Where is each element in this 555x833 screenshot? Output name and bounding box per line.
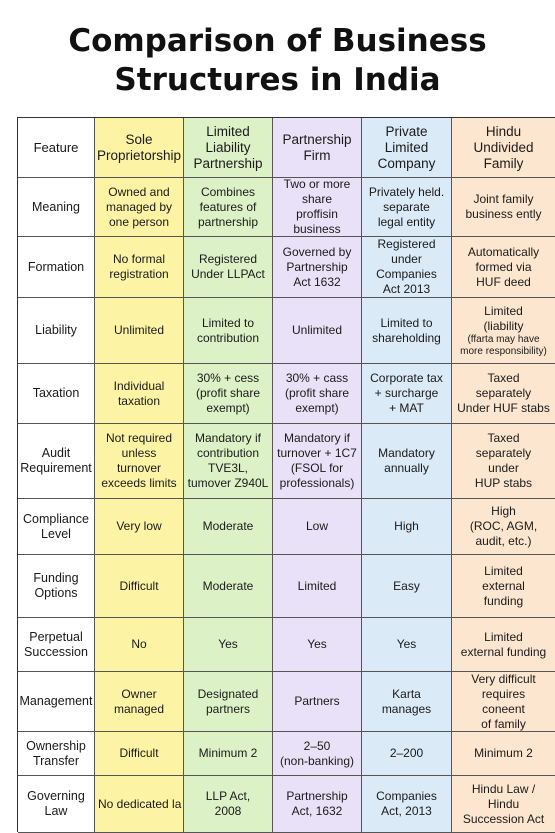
- table-cell: Privately held. separate legal entity: [362, 178, 452, 237]
- row-label-governing-law: Governing Law: [18, 776, 95, 833]
- row-label-ownership-transfer: Ownership Transfer: [18, 732, 95, 776]
- table-cell: Very difficult requires coneent of family: [452, 672, 555, 732]
- table-cell: Combines features of partnership: [184, 178, 273, 237]
- table-cell: Karta manages: [362, 672, 452, 732]
- table-cell: Individual taxation: [95, 364, 184, 424]
- table-cell: Unlimited: [273, 298, 362, 364]
- row-label-formation: Formation: [18, 237, 95, 298]
- table-cell: Low: [273, 499, 362, 555]
- row-label-compliance-level: Compliance Level: [18, 499, 95, 555]
- row-label-perpetual-succession: Perpetual Succession: [18, 618, 95, 672]
- table-cell: No dedicated la: [95, 776, 184, 833]
- table-cell: [452, 298, 555, 364]
- table-cell: Unlimited: [95, 298, 184, 364]
- table-cell: Limited external funding: [452, 618, 555, 672]
- table-cell: Yes: [184, 618, 273, 672]
- table-cell: Mandatory annually: [362, 424, 452, 499]
- table-cell: Yes: [362, 618, 452, 672]
- table-cell: No formal registration: [95, 237, 184, 298]
- row-label-taxation: Taxation: [18, 364, 95, 424]
- table-cell: 30% + cass (profit share exempt): [273, 364, 362, 424]
- header-partnership-firm: Partnership Firm: [273, 118, 362, 178]
- table-cell: 30% + cess (profit share exempt): [184, 364, 273, 424]
- table-cell: Registered under Companies Act 2013: [362, 237, 452, 298]
- comparison-table: [17, 117, 555, 832]
- table-cell: Mandatory if contribution TVE3L, tumover Z940L: [184, 424, 273, 499]
- row-label-meaning: Meaning: [18, 178, 95, 237]
- table-cell: Difficult: [95, 555, 184, 618]
- table-cell: Easy: [362, 555, 452, 618]
- table-cell: Designated partners: [184, 672, 273, 732]
- table-cell: Partnership Act, 1632: [273, 776, 362, 833]
- table-cell: LLP Act, 2008: [184, 776, 273, 833]
- row-label-management: Management: [18, 672, 95, 732]
- table-cell: Automatically formed via HUF deed: [452, 237, 555, 298]
- table-cell: Very low: [95, 499, 184, 555]
- header-private-limited: Private Limited Company: [362, 118, 452, 178]
- table-cell: Hindu Law / Hindu Succession Act: [452, 776, 555, 833]
- row-label-funding-options: Funding Options: [18, 555, 95, 618]
- table-cell: Not required unless turnover exceeds limits: [95, 424, 184, 499]
- table-cell: Companies Act, 2013: [362, 776, 452, 833]
- cell-note-text: (ffarta may have more responsibility): [460, 333, 547, 357]
- row-label-liability: Liability: [18, 298, 95, 364]
- header-feature: Feature: [18, 118, 95, 178]
- table-cell: Difficult: [95, 732, 184, 776]
- table-cell: Minimum 2: [184, 732, 273, 776]
- header-llp: Limited Liability Partnership: [184, 118, 273, 178]
- cell-main-text: Limited (liability: [483, 303, 524, 333]
- table-cell: No: [95, 618, 184, 672]
- table-cell: Corporate tax + surcharge + MAT: [362, 364, 452, 424]
- table-cell: High: [362, 499, 452, 555]
- table-cell: Two or more share proffisin business: [273, 178, 362, 237]
- table-cell: Yes: [273, 618, 362, 672]
- table-cell: Minimum 2: [452, 732, 555, 776]
- table-cell: Moderate: [184, 499, 273, 555]
- table-cell: 2–50 (non-banking): [273, 732, 362, 776]
- table-cell: 2–200: [362, 732, 452, 776]
- table-cell: Moderate: [184, 555, 273, 618]
- table-cell: Limited external funding: [452, 555, 555, 618]
- header-sole-proprietorship: Sole Proprietorship: [95, 118, 184, 178]
- header-huf: Hindu Undivided Family: [452, 118, 555, 178]
- table-cell: Taxed separately under HUP stabs: [452, 424, 555, 499]
- table-cell: Limited to shareholding: [362, 298, 452, 364]
- table-cell: Taxed separately Under HUF stabs: [452, 364, 555, 424]
- table-cell: Limited to contribution: [184, 298, 273, 364]
- row-label-audit-requirement: Audit Requirement: [18, 424, 95, 499]
- table-cell: Limited: [273, 555, 362, 618]
- table-cell: Joint family business ently: [452, 178, 555, 237]
- table-cell: Governed by Partnership Act 1632: [273, 237, 362, 298]
- table-cell: Mandatory if turnover + 1C7 (FSOL for professionals): [273, 424, 362, 499]
- table-cell: High (ROC, AGM, audit, etc.): [452, 499, 555, 555]
- page-title: Comparison of Business Structures in India: [68, 23, 487, 98]
- table-cell: Owner managed: [95, 672, 184, 732]
- table-cell: Partners: [273, 672, 362, 732]
- table-cell: Registered Under LLPAct: [184, 237, 273, 298]
- table-cell: Owned and managed by one person: [95, 178, 184, 237]
